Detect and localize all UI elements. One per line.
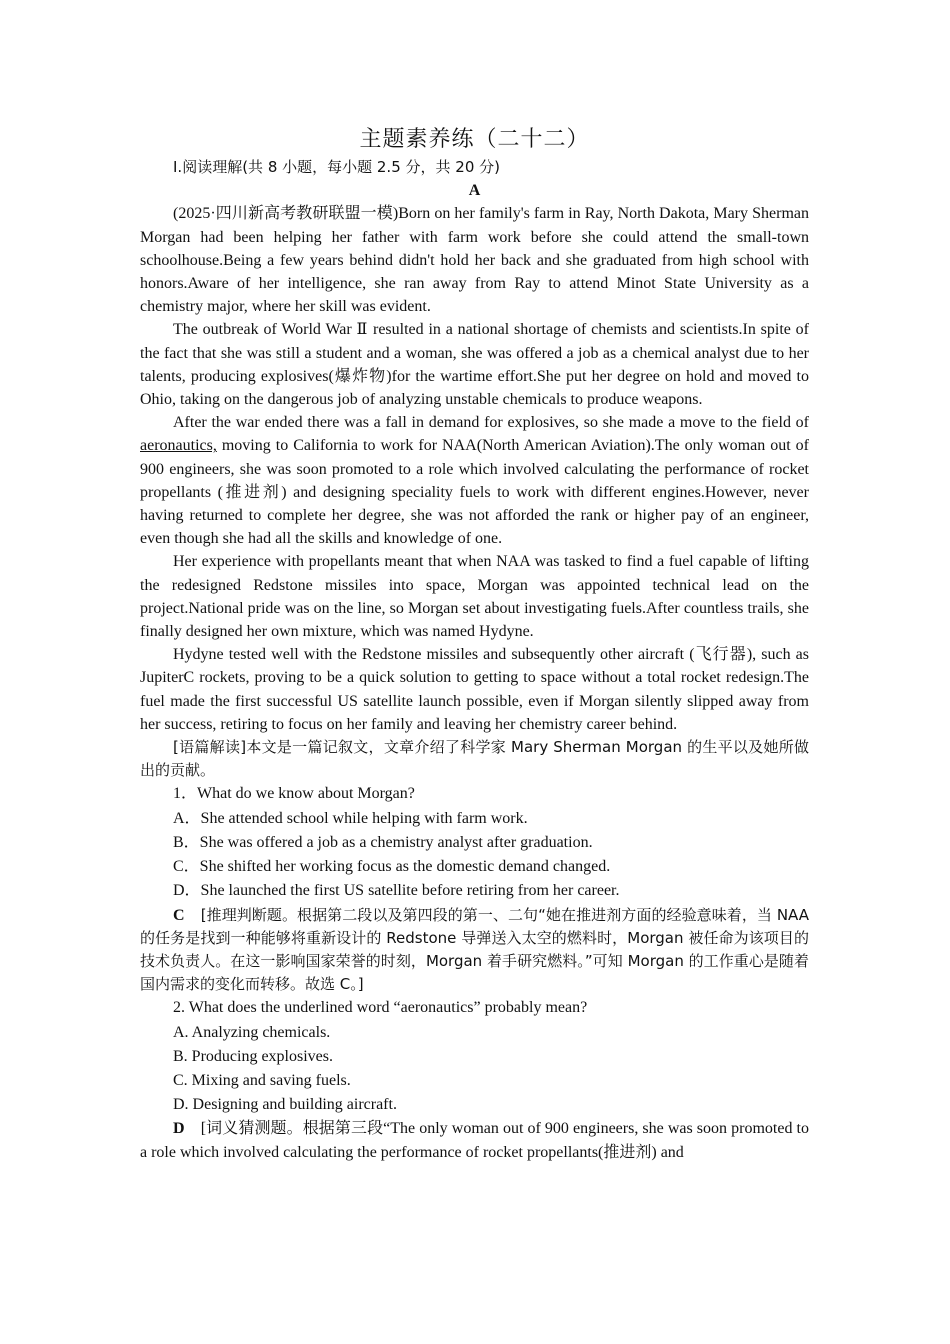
paragraph-5: Hydyne tested well with the Redstone missiles and subsequently other aircraft (飞行器), such as JupiterC rockets, proving to be a quick solution to getting to space without a total rocket redesign.The fuel made the first successful US satellite launch possible, even if Morgan silently slipped away from her success, retiring to focus on her family and leaving her chemistry career behind. — [140, 646, 809, 733]
question-1-option-a: A．She attended school while helping with farm work. — [173, 809, 528, 827]
question-1-option-d: D．She launched the first US satellite before retiring from her career. — [173, 882, 620, 900]
question-2-option-c: C. Mixing and saving fuels. — [173, 1071, 351, 1089]
paragraph-4: Her experience with propellants meant that when NAA was tasked to find a fuel capable of lifting the redesigned Redstone missiles into space, Morgan was appointed technical lead on the project.National pride was on the line, so Morgan set about investigating fuels.After countless trails, she finally designed her own mixture, which was named Hydyne. — [140, 553, 809, 641]
passage-summary: [语篇解读]本文是一篇记叙文，文章介绍了科学家 Mary Sherman Morgan 的生平以及她所做出的贡献。 — [140, 738, 809, 780]
question-2-answer: D [词义猜测题。根据第三段“The only woman out of 900 engineers, she was soon promoted to a role which involved calculating the performance of rocket propellants(推进剂) and — [140, 1120, 809, 1161]
question-1-option-b: B．She was offered a job as a chemistry analyst after graduation. — [173, 833, 593, 851]
paragraph-1: (2025·四川新高考教研联盟一模)Born on her family's farm in Ray, North Dakota, Mary Sherman Morgan had been helping her father with farm work before she could attend the small-town schoolhouse.Being a few years behind didn't hold her back and she graduated from high school with honors.Aware of her intelligence, she ran away from Ray to attend Minot State University as a chemistry major, where her skill was evident. — [140, 205, 809, 316]
question-2-option-b: B. Producing explosives. — [173, 1047, 333, 1065]
paragraph-3: After the war ended there was a fall in demand for explosives, so she made a move to the field of aeronautics, moving to California to work for NAA(North American Aviation).The only woman out of 900 engineers, she was soon promoted to a role which involved calculating the performance of rocket propellants (推进剂) and designing speciality fuels to work with different engines.However, never having returned to complete her degree, she was not afforded the rank or higher pay of an engineer, even though she had all the skills and knowledge of one. — [140, 414, 809, 548]
page-title: 主题素养练（二十二） — [359, 127, 590, 152]
question-1-stem: 1．What do we know about Morgan? — [173, 785, 415, 803]
question-2-option-d: D. Designing and building aircraft. — [173, 1096, 397, 1114]
question-1-answer: C [推理判断题。根据第二段以及第四段的第一、二句“她在推进剂方面的经验意味着，当 NAA 的任务是找到一种能够将重新设计的 Redstone 导弹送入太空的燃料时，Morgan 被任命为该项目的技术负责人。在这一影响国家荣誉的时刻，Morgan 着手研究燃料。”可知 Morgan 的工作重心是随着国内需求的变化而转移。故选 C。] — [140, 905, 809, 994]
underlined-word: aeronautics, — [140, 437, 217, 455]
question-2-stem: 2. What does the underlined word “aeronautics” probably mean? — [173, 999, 588, 1017]
question-2-option-a: A. Analyzing chemicals. — [173, 1023, 331, 1041]
paragraph-2: The outbreak of World War Ⅱ resulted in a national shortage of chemists and scientists.In spite of the fact that she was still a student and a woman, she was offered a job as a chemical analyst due to her talents, producing explosives(爆炸物)for the wartime effort.She put her degree on hold and moved to Ohio, taking on the dangerous job of analyzing unstable chemicals to produce weapons. — [140, 321, 809, 409]
passage-label: A — [468, 182, 481, 200]
document-page — [140, 124, 809, 1164]
question-1-option-c: C．She shifted her working focus as the domestic demand changed. — [173, 858, 611, 876]
section-heading: Ⅰ.阅读理解(共 8 小题，每小题 2.5 分，共 20 分) — [173, 158, 500, 176]
